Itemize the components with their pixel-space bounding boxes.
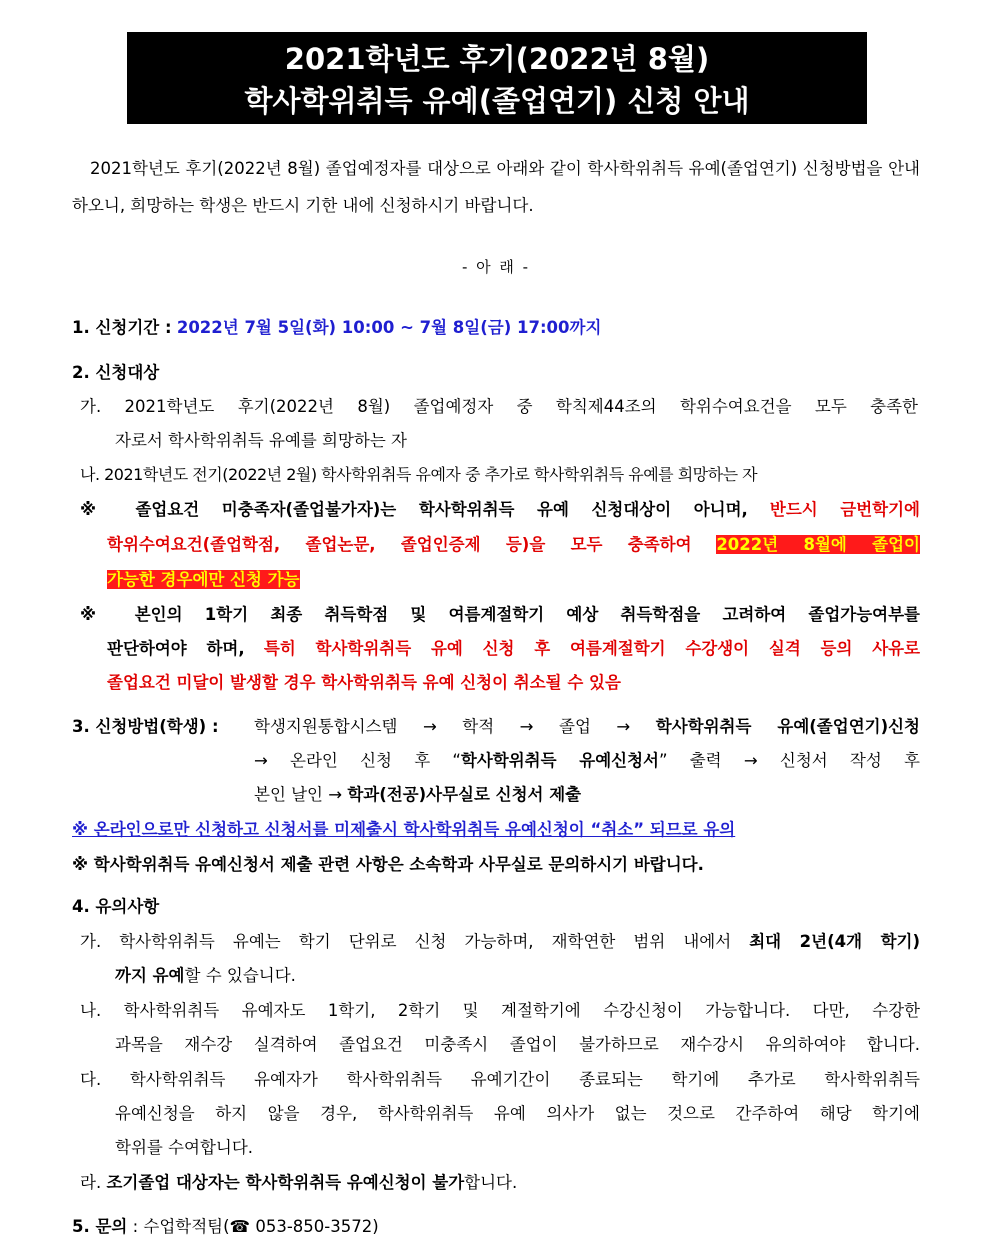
s4-da-line-1: 다. 학사학위취득 유예자가 학사학위취득 유예기간이 종료되는 학기에 추가로 학사학위취득 [80, 1070, 920, 1089]
title-box [127, 32, 867, 124]
s3-line-3 [254, 778, 581, 812]
s2-note1-line-1 [80, 493, 920, 527]
contact-info: : 수업학적팀(☎ 053-850-3572) [132, 1217, 379, 1236]
section-1-label: 1. 신청기간 : [72, 318, 172, 337]
note2-part-b: 판단하여야 하며, [107, 639, 245, 658]
s3-form-name: 학사학위취득 유예신청서 [460, 751, 659, 770]
note1-part-c: 학위수여요건(졸업학점, 졸업논문, 졸업인증제 등)을 모두 충족하여 [107, 535, 692, 554]
application-period: 2022년 7월 5일(화) 10:00 ~ 7월 8일(금) 17:00까지 [176, 318, 602, 337]
s4-ra-marker: 라. [80, 1173, 102, 1192]
s4-na-line-2: 과목을 재수강 실격하여 졸업요건 미충족시 졸업이 불가하므로 재수강시 유의하여야 합니다. [115, 1035, 920, 1054]
s4-da-line-2: 유예신청을 하지 않을 경우, 학사학위취득 유예 의사가 없는 것으로 간주하여 해당 학기에 [115, 1104, 920, 1123]
s4-ga-line-2-a: 까지 유예 [115, 966, 185, 985]
s2-ga-line-2: 자로서 학사학위취득 유예를 희망하는 자 [115, 431, 407, 450]
s3-line-1-b: 학사학위취득 유예(졸업연기)신청 [655, 717, 920, 736]
s3-line-1-a: 학생지원통합시스템 → 학적 → 졸업 → [254, 717, 631, 736]
s4-na-line-1: 나. 학사학위취득 유예자도 1학기, 2학기 및 계절학기에 수강신청이 가능합니다. 다만, 수강한 [80, 1001, 920, 1020]
s2-note1-line-2 [107, 528, 920, 562]
s3-line-3-b: 학과(전공)사무실로 신청서 제출 [347, 785, 582, 804]
center-mark: - 아 래 - [461, 258, 531, 276]
s3-note-contact: ※ 학사학위취득 유예신청서 제출 관련 사항은 소속학과 사무실로 문의하시기 바랍니다. [72, 855, 704, 874]
section-3-label: 3. 신청방법(학생) : [72, 717, 219, 736]
note1-highlight-2: 가능한 경우에만 신청 가능 [107, 570, 300, 589]
section-5-label: 5. 문의 [72, 1217, 128, 1236]
s4-ga-line-1-b: 최대 2년(4개 학기) [749, 932, 921, 951]
s2-ga-line-1: 가. 2021학년도 후기(2022년 8월) 졸업예정자 중 학칙제44조의 학위수여요건을 모두 충족한 [80, 397, 918, 416]
s4-ra-line [80, 1166, 517, 1200]
s4-ga-line-2-b: 할 수 있습니다. [184, 966, 296, 985]
s4-da-line-3: 학위를 수여합니다. [115, 1138, 254, 1157]
s4-ga-line-1 [80, 925, 920, 959]
s4-ra-bold: 조기졸업 대상자는 학사학위취득 유예신청이 불가 [106, 1173, 465, 1192]
s2-na-line: 나. 2021학년도 전기(2022년 2월) 학사학위취득 유예자 중 추가로 학사학위취득 유예를 희망하는 자 [80, 465, 758, 484]
section-5 [72, 1210, 379, 1244]
intro-paragraph: 2021학년도 후기(2022년 8월) 졸업예정자를 대상으로 아래와 같이 학사학위취득 유예(졸업연기) 신청방법을 안내하오니, 희망하는 학생은 반드시 기한 내에 신청하시기 바랍니다. [72, 159, 920, 215]
s3-line-2-a: → 온라인 신청 후 “ [254, 751, 461, 770]
s3-line-2 [254, 744, 920, 778]
note2-part-c: 특히 학사학위취득 유예 신청 후 여름계절학기 수강생이 실격 등의 사유로 [263, 639, 921, 658]
s3-line-3-a: 본인 날인 → [254, 785, 343, 804]
note1-part-a: ※ 졸업요건 미충족자(졸업불가자)는 학사학위취득 유예 신청대상이 아니며, [80, 500, 748, 519]
section-4-heading: 4. 유의사항 [72, 897, 160, 916]
note1-highlight-1: 2022년 8월에 졸업이 [716, 535, 920, 554]
s2-note2-line-1: ※ 본인의 1학기 최종 취득학점 및 여름계절학기 예상 취득학점을 고려하여 졸업가능여부를 [80, 605, 920, 624]
title-line-2: 학사학위취득 유예(졸업연기) 신청 안내 [244, 84, 750, 118]
s4-ga-line-1-a: 가. 학사학위취득 유예는 학기 단위로 신청 가능하며, 재학연한 범위 내에서 [80, 932, 732, 951]
title-line-1: 2021학년도 후기(2022년 8월) [284, 42, 710, 76]
s4-ga-line-2 [115, 959, 296, 993]
s2-note2-line-2 [107, 632, 920, 666]
section-1 [72, 311, 601, 345]
s3-line-1 [254, 710, 920, 744]
s2-note2-line-3: 졸업요건 미달이 발생할 경우 학사학위취득 유예 신청이 취소될 수 있음 [107, 673, 621, 692]
s3-note-online: ※ 온라인으로만 신청하고 신청서를 미제출시 학사학위취득 유예신청이 “취소” 되므로 유의 [72, 820, 736, 839]
s4-ra-end: 합니다. [464, 1173, 518, 1192]
s3-line-2-c: ” 출력 → 신청서 작성 후 [658, 751, 920, 770]
note1-part-b: 반드시 금번학기에 [769, 500, 920, 519]
section-2-heading: 2. 신청대상 [72, 363, 160, 382]
s2-note1-line-3 [107, 563, 300, 597]
